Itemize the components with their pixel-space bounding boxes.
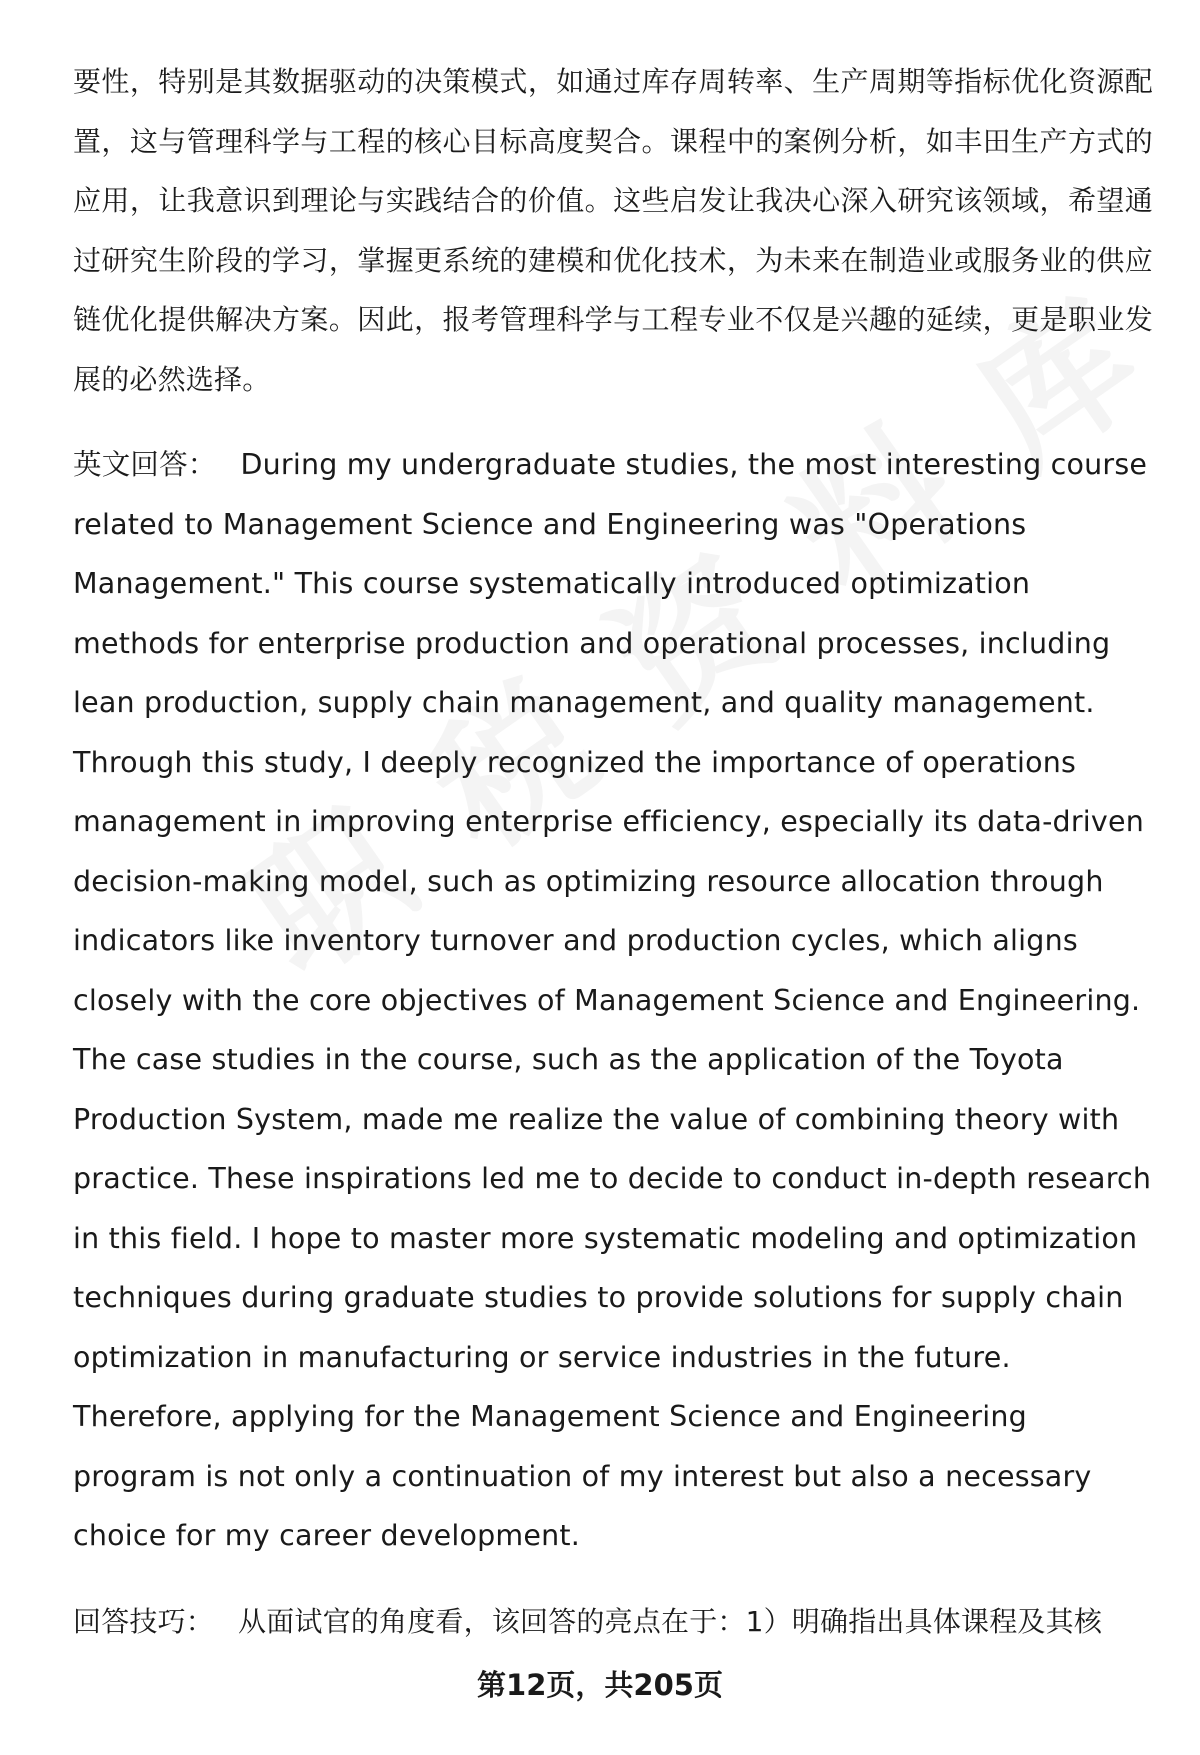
chinese-answer-continuation: 要性，特别是其数据驱动的决策模式，如通过库存周转率、生产周期等指标优化资源配置，这与管理科学与工程的核心目标高度契合。课程中的案例分析，如丰田生产方式的应用，让我意识到理论与实践结合的价值。这些启发让我决心深入研究该领域，希望通过研究生阶段的学习，掌握更系统的建模和优化技术，为未来在制造业或服务业的供应链优化提供解决方案。因此，报考管理科学与工程专业不仅是兴趣的延续，更是职业发展的必然选择。 (73, 65, 1153, 396)
document-body (73, 52, 1153, 1651)
answer-tips-text: 从面试官的角度看，该回答的亮点在于：1）明确指出具体课程及其核 (238, 1604, 1103, 1638)
page-number: 第12页，共205页 (477, 1668, 723, 1702)
english-answer-text: During my undergraduate studies, the most interesting course related to Management Science and Engineering was "Operations Management." This course systematically introduced optimization methods for enterprise production and operational processes, including lean production, supply chain management, and quality management. Through this study, I deeply recognized the importance of operations management in improving enterprise efficiency, especially its data-driven decision-making model, such as optimizing resource allocation through indicators like inventory turnover and production cycles, which aligns closely with the core objectives of Management Science and Engineering. The case studies in the course, such as the application of the Toyota Production System, made me realize the value of combining theory with practice. These inspirations led me to decide to conduct in-depth research in this field. I hope to master more systematic modeling and optimization techniques during graduate studies to provide solutions for supply chain optimization in manufacturing or service industries in the future. Therefore, applying for the Management Science and Engineering program is not only a continuation of my interest but also a necessary choice for my career development. (73, 448, 1152, 1552)
english-answer-paragraph (73, 435, 1153, 1566)
answer-tips-label: 回答技巧： (73, 1604, 215, 1638)
answer-tips-paragraph (73, 1592, 1153, 1652)
english-answer-label: 英文回答： (73, 448, 217, 481)
